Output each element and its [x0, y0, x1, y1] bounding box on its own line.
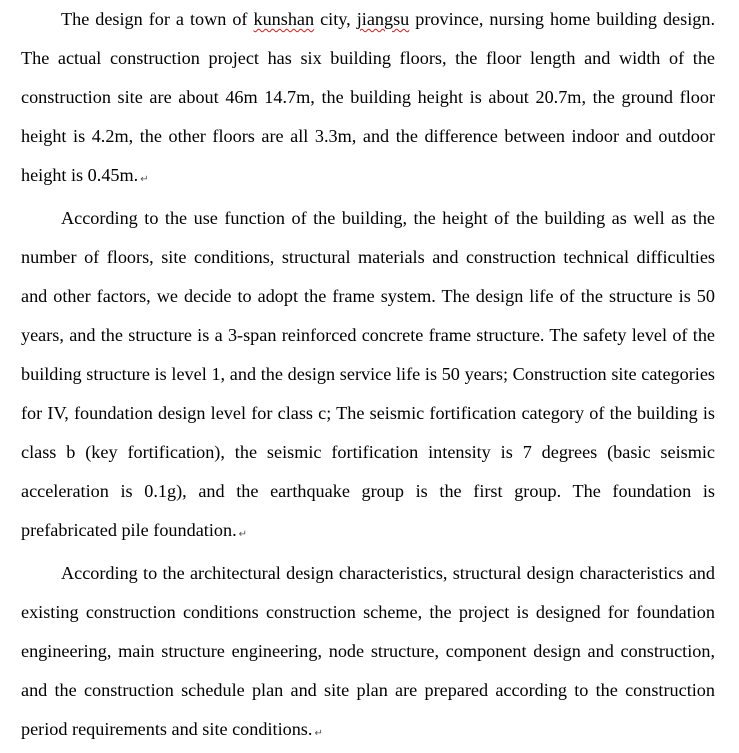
spelling-error-word[interactable]: kunshan	[253, 9, 315, 29]
paragraph-mark-icon: ↵	[238, 529, 248, 540]
text-run: province, nursing home building design. The actual construction project has six building floors, the floor length and width of the construction site are about 46m 14.7m, the building height is about 20.7m, the ground floor height is 4.2m, the other floors are all 3.3m, and the difference between indoor and outdoor height is 0.45m.	[21, 9, 715, 185]
spelling-error-word[interactable]: jiangsu	[356, 9, 410, 29]
text-run: According to the architectural design characteristics, structural design characteristics and existing construction conditions construction scheme, the project is designed for foundation engineering, main structure engineering, node structure, component design and construction, and the construction schedule plan and site plan are prepared according to the construction period requirements and site conditions.	[21, 563, 715, 739]
paragraph-mark-icon: ↵	[140, 174, 149, 185]
paragraph-2	[21, 199, 715, 554]
document-body[interactable]	[21, 0, 715, 753]
paragraph-3	[21, 554, 715, 753]
paragraph-1	[21, 0, 715, 199]
text-run: The design for a town of	[61, 9, 254, 29]
text-run: According to the use function of the building, the height of the building as well as the number of floors, site conditions, structural materials and construction technical difficulties and other factors, we decide to adopt the frame system. The design life of the structure is 50 years, and the structure is a 3-span reinforced concrete frame structure. The safety level of the building structure is level 1, and the design service life is 50 years; Construction site categories for IV, foundation design level for class c; The seismic fortification category of the building is class b (key fortification), the seismic fortification intensity is 7 degrees (basic seismic acceleration is 0.1g), and the earthquake group is the first group. The foundation is prefabricated pile foundation.	[21, 208, 715, 540]
paragraph-mark-icon: ↵	[314, 728, 323, 739]
text-run: city,	[314, 9, 357, 29]
